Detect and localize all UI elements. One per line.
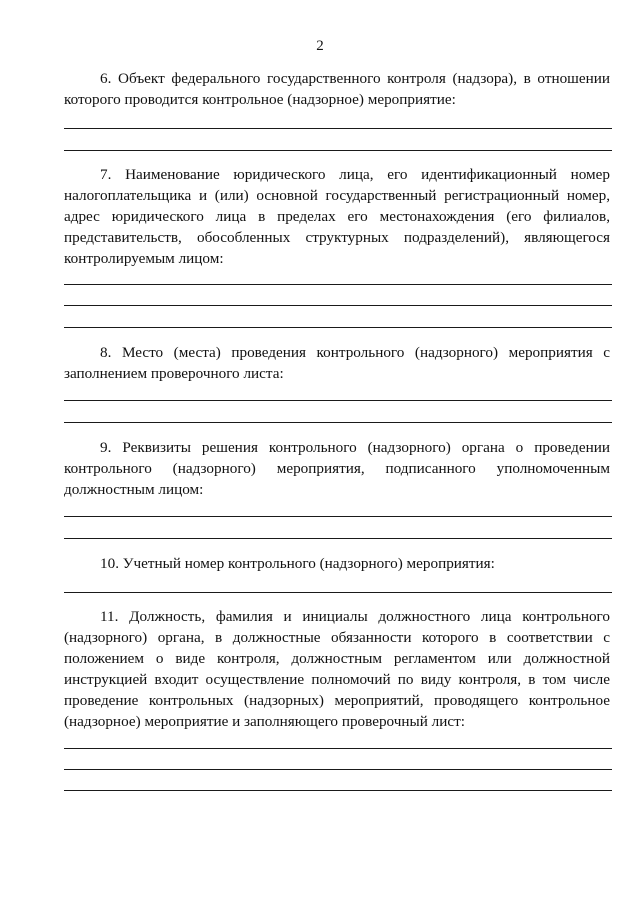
blank-line[interactable]: [64, 327, 612, 328]
blank-line[interactable]: [64, 128, 612, 129]
section-number: 11.: [100, 608, 119, 625]
blank-line[interactable]: [64, 516, 612, 517]
section-11: [64, 606, 610, 732]
section-number: 9.: [100, 439, 112, 456]
blank-line[interactable]: [64, 284, 612, 285]
section-6-text: 6. Объект федерального государственного контроля (надзора), в отношении которого проводится контрольное (надзорное) мероприятие:: [64, 70, 611, 108]
section-number: 6.: [100, 70, 112, 87]
section-9: [64, 437, 610, 500]
blank-line[interactable]: [64, 305, 612, 306]
blank-line[interactable]: [64, 748, 612, 749]
blank-line[interactable]: [64, 592, 612, 593]
section-11-text: 11. Должность, фамилия и инициалы должностного лица контрольного (надзорного) органа, в должностные обязанности которого в соответствии с положением о виде контроля, должностным регламентом или должностной инструкцией входит осуществление полномочий по виду контроля, в том числе проведение контрольных (надзорных) мероприятий, проводящего контрольное (надзорное) мероприятие и заполняющего проверочный лист:: [64, 608, 611, 730]
blank-line[interactable]: [64, 422, 612, 423]
blank-line[interactable]: [64, 769, 612, 770]
blank-line[interactable]: [64, 538, 612, 539]
page-number: 2: [316, 38, 324, 54]
section-6: [64, 68, 610, 110]
blank-line[interactable]: [64, 150, 612, 151]
section-number: 7.: [100, 166, 112, 183]
section-number: 8.: [100, 344, 112, 361]
section-8: [64, 342, 610, 384]
blank-line[interactable]: [64, 790, 612, 791]
blank-line[interactable]: [64, 400, 612, 401]
section-10-text: 10. Учетный номер контрольного (надзорного) мероприятия:: [100, 555, 495, 572]
section-7-text: 7. Наименование юридического лица, его идентификационный номер налогоплательщика и (или) основной государственный регистрационный номер, адрес юридического лица в пределах его местонахождения (его филиалов, представительств, обособленных структурных подразделений), являющегося контролируемым лицом:: [64, 166, 610, 267]
section-10: [64, 553, 610, 574]
section-number: 10.: [100, 555, 119, 572]
section-8-text: 8. Место (места) проведения контрольного (надзорного) мероприятия с заполнением проверочного листа:: [64, 344, 611, 382]
section-7: [64, 164, 610, 269]
section-9-text: 9. Реквизиты решения контрольного (надзорного) органа о проведении контрольного (надзорного) мероприятия, подписанного уполномоченным должностным лицом:: [64, 439, 611, 498]
